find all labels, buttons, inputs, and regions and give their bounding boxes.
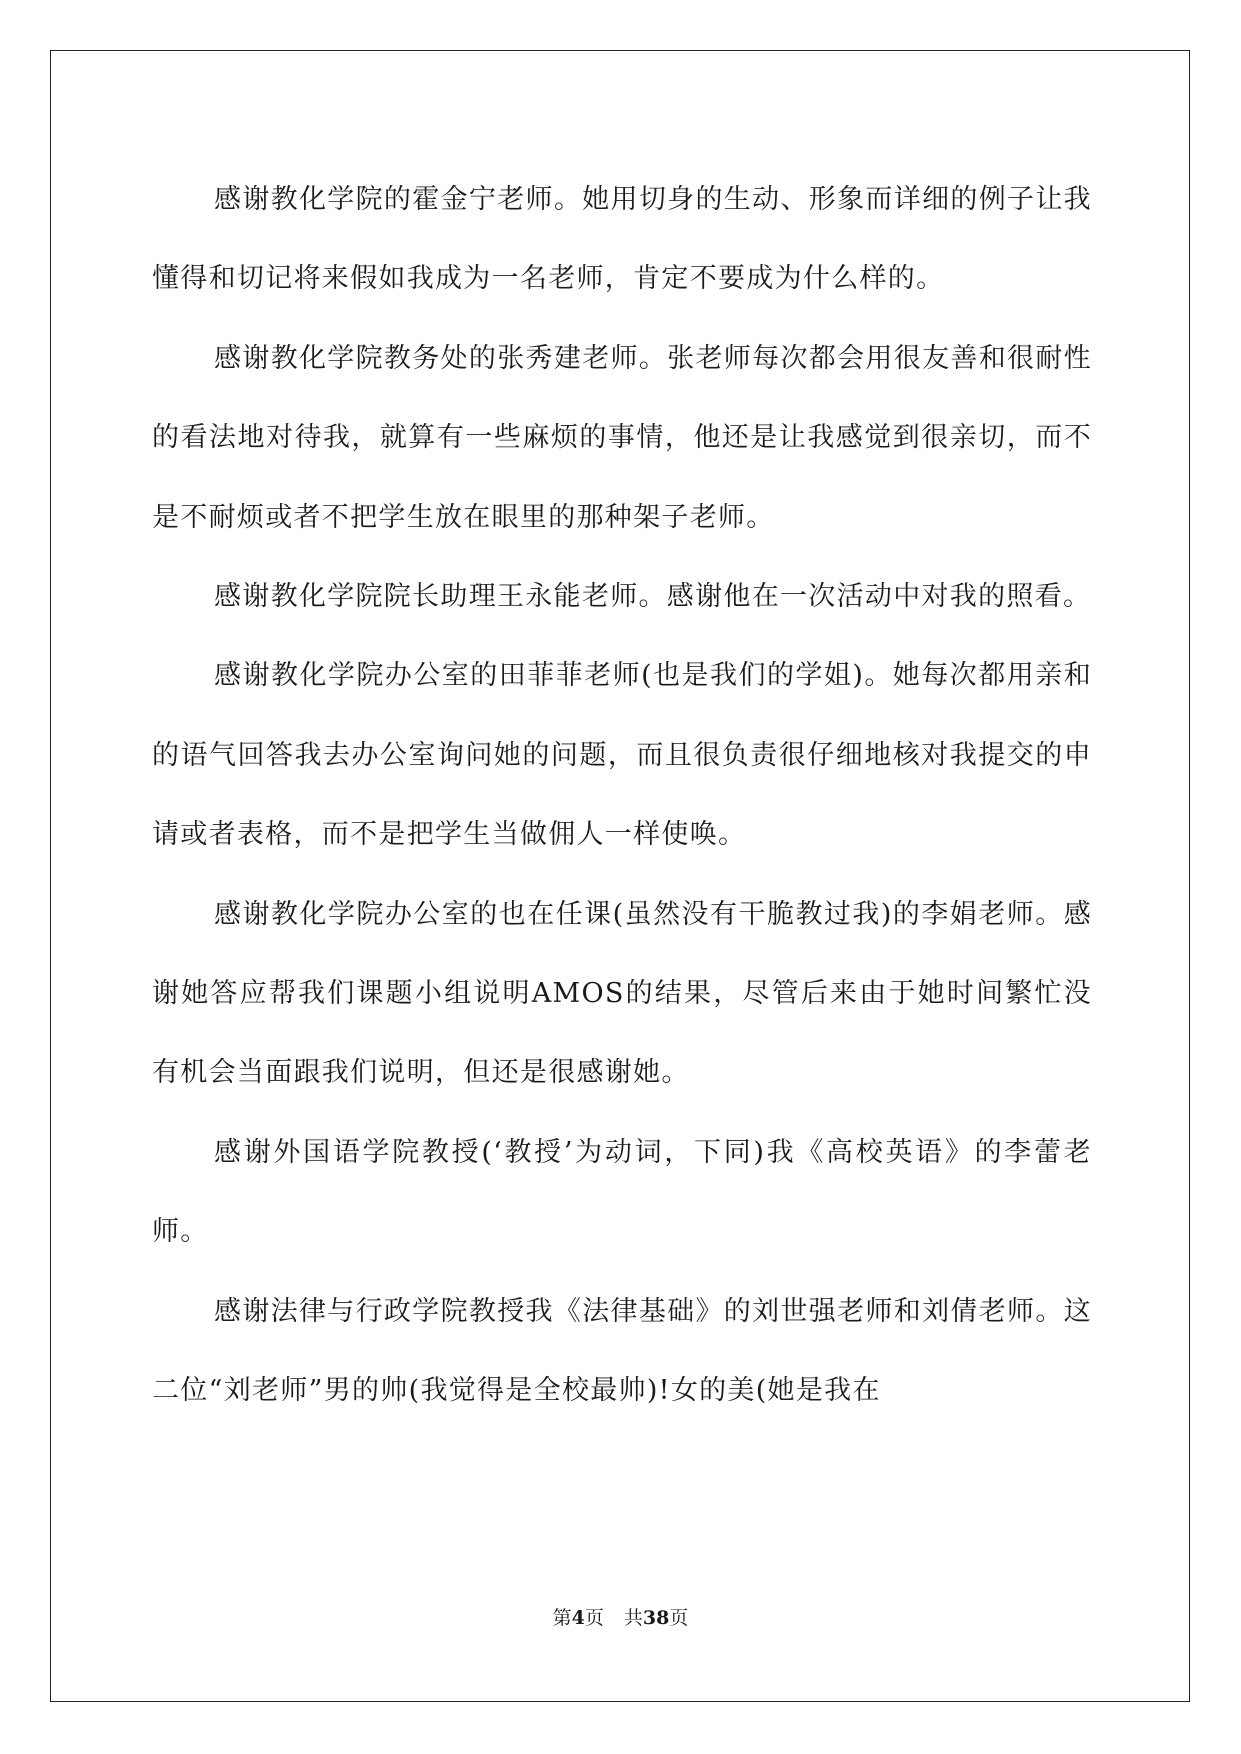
- paragraph: 感谢教化学院教务处的张秀建老师。张老师每次都会用很友善和很耐性的看法地对待我，就算有一些麻烦的事情，他还是让我感觉到很亲切，而不是不耐烦或者不把学生放在眼里的那种架子老师。: [152, 342, 1092, 533]
- total-pages: 38: [642, 1607, 670, 1629]
- paragraph: 感谢外国语学院教授(‘教授’为动词，下同)我《高校英语》的李蕾老师。: [152, 1136, 1092, 1248]
- total-suffix: 页: [669, 1607, 689, 1629]
- paragraph: 感谢法律与行政学院教授我《法律基础》的刘世强老师和刘倩老师。这二位“刘老师”男的帅(我觉得是全校最帅)!女的美(她是我在: [152, 1295, 1092, 1407]
- page-footer: [0, 1603, 1241, 1630]
- page-suffix: 页: [584, 1607, 604, 1629]
- page-number: 4: [571, 1607, 585, 1629]
- paragraph: 感谢教化学院办公室的也在任课(虽然没有干脆教过我)的李娟老师。感谢她答应帮我们课题小组说明AMOS的结果，尽管后来由于她时间繁忙没有机会当面跟我们说明，但还是很感谢她。: [152, 898, 1092, 1089]
- document-body: [152, 160, 1092, 1431]
- page-prefix: 第: [552, 1607, 572, 1629]
- paragraph: 感谢教化学院院长助理王永能老师。感谢他在一次活动中对我的照看。: [214, 581, 1092, 613]
- paragraph: 感谢教化学院办公室的田菲菲老师(也是我们的学姐)。她每次都用亲和的语气回答我去办公室询问她的问题，而且很负责很仔细地核对我提交的申请或者表格，而不是把学生当做佣人一样使唤。: [152, 660, 1092, 851]
- total-prefix: 共: [623, 1607, 643, 1629]
- paragraph: 感谢教化学院的霍金宁老师。她用切身的生动、形象而详细的例子让我懂得和切记将来假如我成为一名老师，肯定不要成为什么样的。: [152, 184, 1092, 295]
